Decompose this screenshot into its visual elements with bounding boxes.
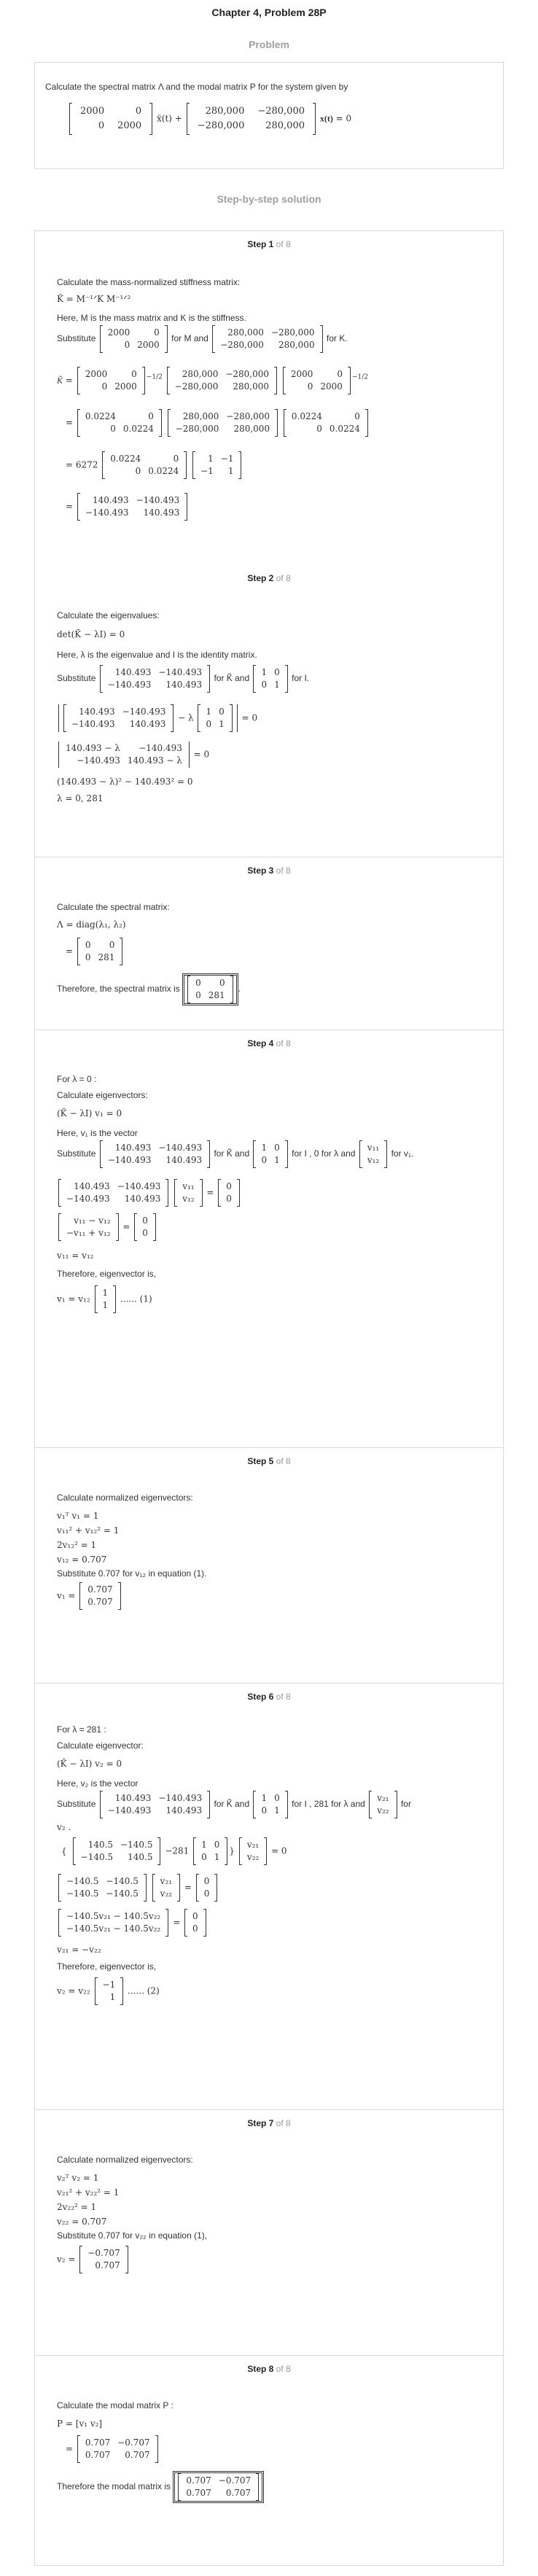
problem-box: [34, 62, 504, 169]
step-4: Step 4 of 8 For λ = 0 : Calculate eigenvectors: (K̃ − λI) v₁ = 0 Here, v₁ is the vector Substitute 140.493 −140.493 −140.493 140.493 for K̃ and 1 0 0 1 for I , 0 for λ and v₁₁ v₁₂ for v₁. 140.493 −140.493 −140.493 140.493 v₁₁ v₁₂ = 0 0 v₁₁ − v₁₂ −v₁₁ + v₁₂ = 0 0 v₁₁ = v₁₂ Therefore, eigenvector is, v₁ = v₁₂ 1 1 ...... (1): [34, 1030, 504, 1448]
acceleration-term: ẍ(t): [157, 113, 172, 124]
mass-matrix: 2000 0 0 2000: [69, 104, 152, 134]
modal-matrix-answer: 0.707 −0.707 0.707 0.707: [173, 2471, 264, 2503]
step-5: Step 5 of 8 Calculate normalized eigenvectors: v₁ᵀ v₁ = 1 v₁₁² + v₁₂² = 1 2v₁₂² = 1 v₁₂ = 0.707 Substitute 0.707 for v₁₂ in equation (1). v₁ = 0.707 0.707: [34, 1448, 504, 1684]
page-title: Chapter 4, Problem 28P: [211, 7, 327, 18]
problem-heading: Problem: [248, 39, 289, 50]
step-7: Step 7 of 8 Calculate normalized eigenvectors: v₂ᵀ v₂ = 1 v₂₁² + v₂₂² = 1 2v₂₂² = 1 v₂₂ = 0.707 Substitute 0.707 for v₂₂ in equation (1), v₂ = −0.707 0.707: [34, 2110, 504, 2356]
step-8: Step 8 of 8 Calculate the modal matrix P : P = [v₁ v₂] = 0.707 −0.707 0.707 0.707 Therefore the modal matrix is 0.707 −0.707 0.707 0.707: [34, 2356, 504, 2566]
solution-heading: Step-by-step solution: [217, 193, 321, 205]
step-1: Step 1 of 8 Calculate the mass-normalized stiffness matrix: K̃ = M⁻¹ᐟK M⁻¹ᐟ² Here, M is the mass matrix and K is the stiffness. Substitute 2000 0 0 2000 for M and 280,000 −280,000 −280,000 280,000 for K. K̃ = 2000 0 0 2000 $^{-1/2}$ 280,000 −280,000 −280,000 280,000 2000 0 0 2000 $^{-1/2}$ = 0.0224 0 0 0.0224 280,000 −280,000 −280,000 280,000 0.0224 0 0 0.0224 = 6272 0.0224 0 0 0.0224 1 −1 −1 1 = 140.493 −140.493 −140.493 140.493: [34, 230, 504, 566]
step1-result-matrix: 140.493 −140.493 −140.493 140.493: [77, 494, 187, 520]
problem-equation: 2000 0 0 2000 ẍ(t) + 280,000 −280,000 −280,000 280,000 x(t) = 0: [68, 104, 351, 134]
problem-text: Calculate the spectral matrix Λ and the modal matrix P for the system given by: [45, 82, 348, 92]
step-label: Step 1 of 8: [247, 239, 291, 249]
step-6: Step 6 of 8 For λ = 281 : Calculate eigenvector: (K̃ − λI) v₂ = 0 Here, v₂ is the vector Substitute 140.493 −140.493 −140.493 140.493 for K̃ and 1 0 0 1 for I , 281 for λ and v₂₁ v₂₂ for v₂ . { 140.5 −140.5 −140.5 140.5 −281 1 0 0 1 } v₂₁ v₂₂ = 0 −140.5 −140.5 −140.5 −140.5 v₂₁ v₂₂ = 0 0 −140.5v₂₁ − 140.5v₂₂ −140.5v₂₁ − 140.5v₂₂ = 0 0 v₂₁ = −v₂₂ Therefore, eigenvector is, v₂ = v₂₂ −1 1 ...... (2): [34, 1684, 504, 2110]
displacement-term: x(t): [319, 113, 333, 124]
spectral-matrix-answer: 0 0 0 281: [182, 973, 238, 1005]
step-2: Step 2 of 8 Calculate the eigenvalues: det(K̃ − λI) = 0 Here, λ is the eigenvalue and I is the identity matrix. Substitute 140.493 −140.493 −140.493 140.493 for K̃ and 1 0 0 1 for I. 140.493 −140.493 −140.493 140.493 − λ 1 0 0 1 = 0 140.493 − λ −140.493 −140.493 140.493 − λ = 0 (140.493 − λ)² − 140.493² = 0 λ = 0, 281: [34, 565, 504, 857]
stiffness-matrix: 280,000 −280,000 −280,000 280,000: [187, 104, 316, 134]
step-3: Step 3 of 8 Calculate the spectral matrix: Λ = diag(λ₁, λ₂) = 0 0 0 281 Therefore, the spectral matrix is 0 0 0 281 .: [34, 857, 504, 1030]
